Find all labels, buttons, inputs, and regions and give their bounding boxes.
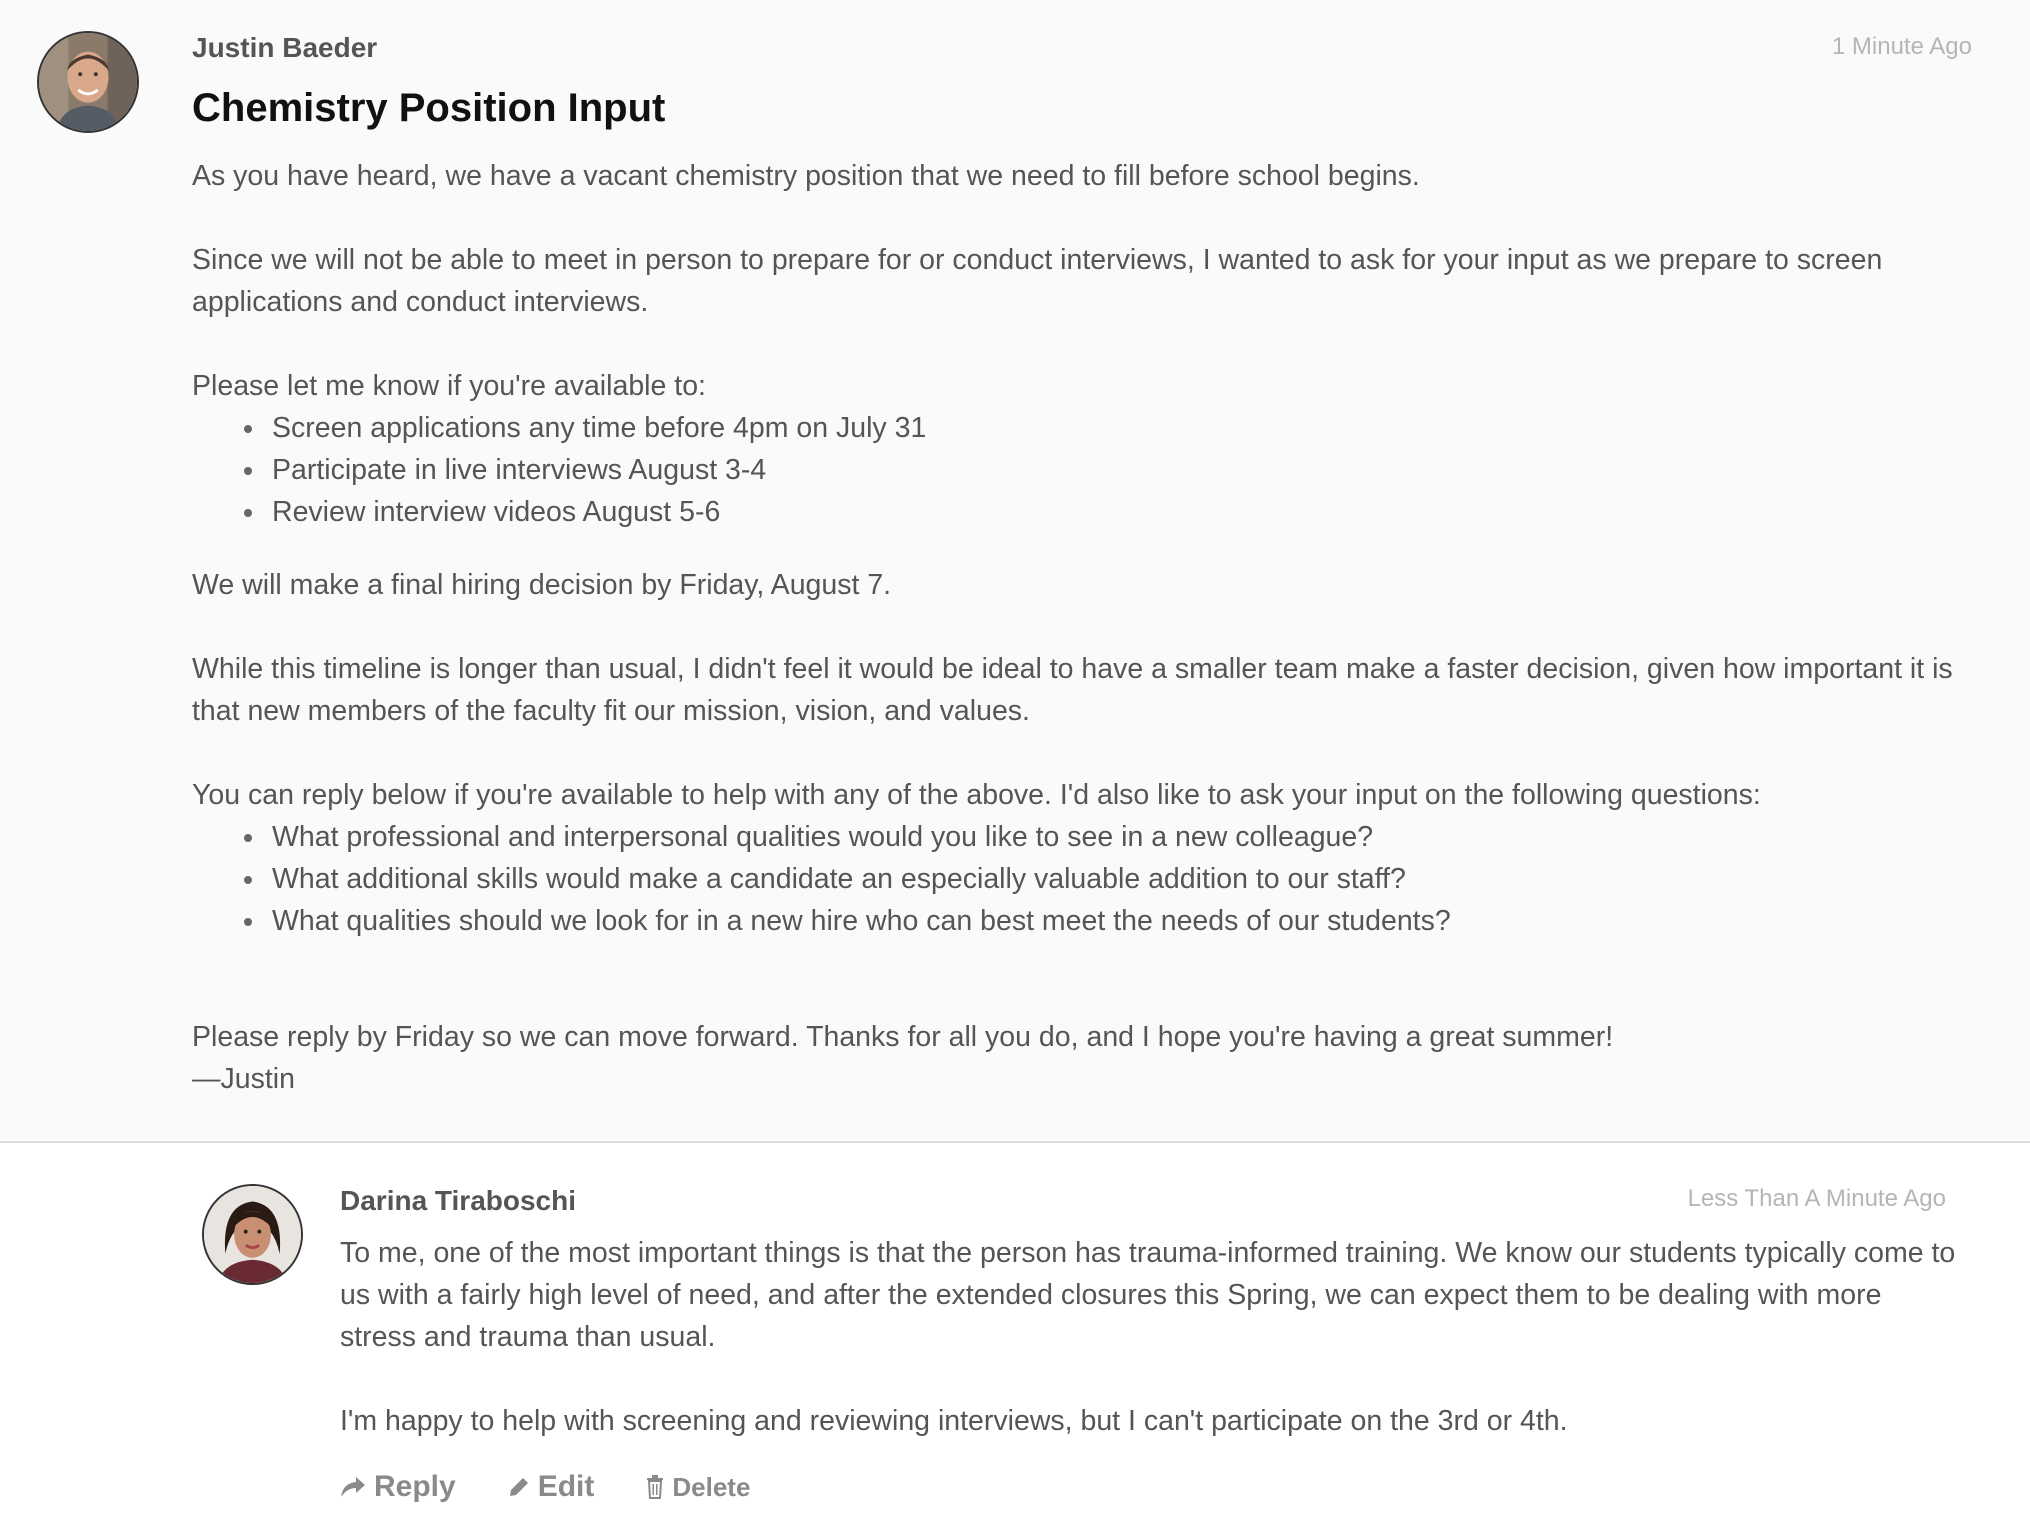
comment-paragraph-1: To me, one of the most important things is that the person has trauma-informed training. We know our students typically come to us with a fairly high level of need, and after the extended closures this Spring, we can expect them to be dealing with more stress and trauma than usual. [340,1237,1956,1353]
comment-paragraph-2: I'm happy to help with screening and reviewing interviews, but I can't participate on the 3rd or 4th. [340,1405,1568,1437]
questions-lead: You can reply below if you're available to help with any of the above. I'd also like to ask your input on the following questions: [192,779,1761,811]
delete-label: Delete [672,1471,751,1502]
availability-list [192,407,1982,533]
delete-button[interactable] [646,1472,750,1503]
edit-label: Edit [537,1470,595,1503]
reply-label: Reply [374,1470,456,1503]
list-item: What additional skills would make a candidate an especially valuable addition to our staff? [272,858,1982,900]
avatar-darina-image [204,1186,301,1283]
avatar-justin[interactable] [37,31,139,133]
post-intro: As you have heard, we have a vacant chemistry position that we need to fill before school begins. [192,160,1420,192]
post-author[interactable]: Justin Baeder [192,32,378,63]
closing-text: Please reply by Friday so we can move forward. Thanks for all you do, and I hope you're having a great summer! [192,1021,1614,1053]
availability-lead: Please let me know if you're available to: [192,370,706,402]
signature: —Justin [192,1063,295,1095]
timeline-note: While this timeline is longer than usual, I didn't feel it would be ideal to have a smaller team make a faster decision, given how important it is that new members of the faculty fit our mission, vision, and values. [192,653,1953,727]
decision-text: We will make a final hiring decision by Friday, August 7. [192,569,892,601]
comment-body [340,1232,1960,1442]
comment-actions [340,1467,802,1507]
list-item: What qualities should we look for in a new hire who can best meet the needs of our students? [272,900,1982,942]
list-item: Screen applications any time before 4pm on July 31 [272,407,1982,449]
trash-icon [646,1475,664,1499]
post-timestamp: 1 Minute Ago [1831,33,1972,60]
post-body [192,155,1982,1100]
questions-list [192,816,1982,942]
list-item: Participate in live interviews August 3-4 [272,449,1982,491]
comment-timestamp: Less Than A Minute Ago [1687,1185,1946,1212]
list-item: What professional and interpersonal qualities would you like to see in a new colleague? [272,816,1982,858]
reply-button[interactable] [340,1470,456,1504]
avatar-darina[interactable] [202,1184,303,1285]
edit-button[interactable] [508,1470,595,1504]
comment-author[interactable]: Darina Tiraboschi [340,1185,577,1216]
post-paragraph-2: Since we will not be able to meet in person to prepare for or conduct interviews, I wanted to ask for your input as we prepare to screen applications and conduct interviews. [192,244,1883,318]
reply-arrow-icon [340,1476,366,1498]
list-item: Review interview videos August 5-6 [272,491,1982,533]
avatar-justin-image [39,33,137,131]
pencil-icon [508,1476,530,1498]
post-title: Chemistry Position Input [192,86,666,130]
